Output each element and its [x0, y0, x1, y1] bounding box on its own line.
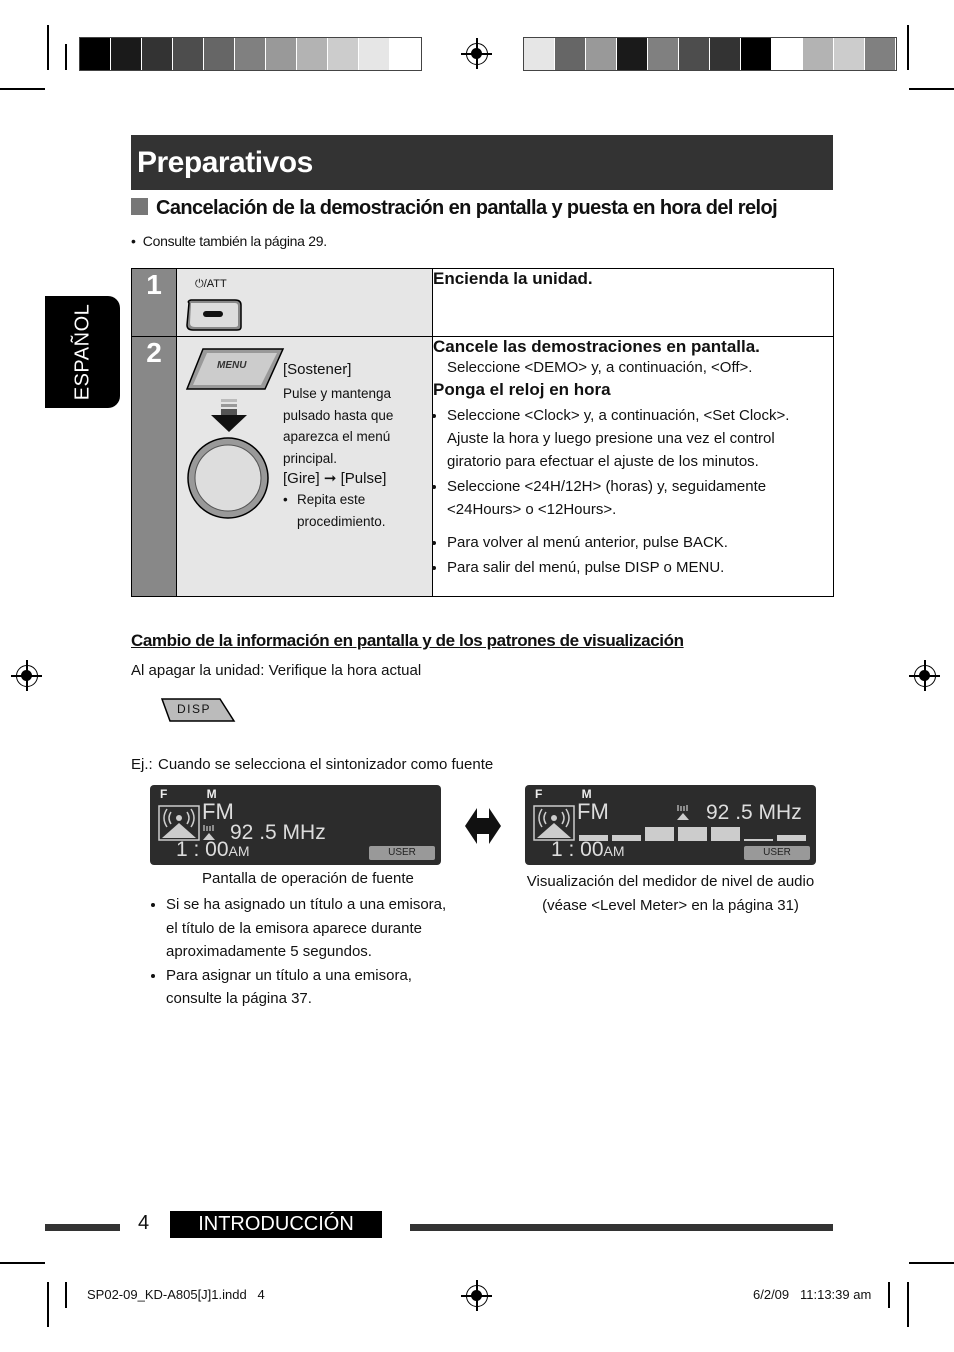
arrow-right-icon: ➞: [323, 470, 337, 487]
repeat-note: • Repita este procedimiento.: [283, 492, 386, 529]
crop-mark: [47, 25, 49, 70]
example-prefix: Ej.:: [131, 756, 153, 773]
list-item: • Para asignar un título a una emisora, consulte la página 37.: [166, 964, 452, 1011]
display-heading: Cambio de la información en pantalla y de los patrones de visualización: [131, 631, 684, 650]
registration-mark-icon: [466, 1285, 488, 1307]
power-att-label: ⏻/ATT: [195, 278, 227, 290]
page-number: 4: [138, 1212, 150, 1234]
list-item: • Seleccione <Clock> y, a continuación, <Set Clock>. Ajuste la hora y luego presione una vez el control giratorio para efectuar el ajuste de los minutos.: [447, 404, 833, 473]
step-1-illustration: [177, 269, 433, 337]
crop-mark: [888, 1282, 890, 1308]
clock-heading: Ponga el reloj en hora: [433, 380, 611, 399]
language-tab: ESPAÑOL: [45, 296, 120, 408]
control-dial-icon: [185, 435, 271, 521]
step-1-text: [433, 269, 834, 337]
lcd-source-display: [150, 785, 441, 865]
fm-flags: F M: [535, 787, 610, 801]
page-title: Preparativos: [137, 146, 313, 179]
step-number: 1: [132, 269, 177, 337]
step-2-text: [433, 337, 834, 597]
disp-label: DISP: [177, 702, 212, 716]
section-heading: Cancelación de la demostración en pantalla y puesta en hora del reloj: [131, 197, 777, 220]
hold-label: [Sostener]: [283, 361, 352, 378]
file-date: 6/2/09 11:13:39 am: [753, 1287, 872, 1302]
demo-heading: Cancele las demostraciones en pantalla.: [433, 337, 760, 356]
menu-label: MENU: [217, 360, 247, 371]
crop-mark: [907, 25, 909, 70]
fm-flags: F M: [160, 787, 235, 801]
steps-table: [131, 268, 834, 597]
crop-mark: [0, 1262, 45, 1264]
color-bar-right: [523, 37, 897, 71]
frequency: 92 .5 MHz: [706, 801, 802, 824]
example-text: Cuando se selecciona el sintonizador como fuente: [158, 756, 494, 773]
left-caption: Pantalla de operación de fuente: [202, 870, 414, 887]
file-name: SP02-09_KD-A805[J]1.indd 4: [87, 1287, 265, 1302]
registration-mark-icon: [914, 665, 936, 687]
clock-display: 1 : 00AM: [176, 838, 250, 861]
left-notes: [152, 893, 452, 1011]
crop-mark: [909, 1262, 954, 1264]
right-caption: Visualización del medidor de nivel de audio (véase <Level Meter> en la página 31): [526, 873, 815, 914]
step-2-illustration: [177, 337, 433, 597]
double-arrow-icon: [465, 806, 501, 846]
list-item: • Para salir del menú, pulse DISP o MENU.: [447, 556, 833, 579]
arrow-down-icon: [211, 399, 247, 433]
crop-mark: [65, 44, 67, 70]
clock-display: 1 : 00AM: [551, 838, 625, 861]
hold-description: Pulse y mantenga pulsado hasta que aparezca el menú principal.: [283, 386, 394, 466]
square-bullet-icon: [131, 198, 148, 215]
step-number: 2: [132, 337, 177, 597]
registration-mark-icon: [466, 43, 488, 65]
band-label: FM: [577, 799, 609, 824]
registration-mark-icon: [16, 665, 38, 687]
user-badge: USER: [744, 846, 810, 860]
step-1-heading: Encienda la unidad.: [433, 269, 593, 288]
list-item: • Seleccione <24H/12H> (horas) y, seguidamente <24Hours> o <12Hours>.: [447, 475, 833, 521]
power-button-icon: [183, 297, 243, 333]
footer-rule: [410, 1224, 833, 1231]
list-item: • Para volver al menú anterior, pulse BACK.: [447, 531, 833, 554]
user-badge: USER: [369, 846, 435, 860]
crop-mark: [0, 88, 45, 90]
crop-mark: [47, 1282, 49, 1327]
off-note: Al apagar la unidad: Verifique la hora actual: [131, 662, 422, 679]
list-item: • Si se ha asignado un título a una emisora, el título de la emisora aparece durante aproximadamente 5 segundos.: [166, 893, 452, 964]
see-also-note: • Consulte también la página 29.: [131, 233, 327, 249]
footer-section-label: INTRODUCCIÓN: [170, 1211, 382, 1238]
title-bar: [131, 135, 833, 190]
signal-icon: [676, 805, 690, 821]
crop-mark: [907, 1282, 909, 1327]
crop-mark: [65, 1282, 67, 1308]
antenna-icon: [533, 805, 575, 841]
antenna-icon: [158, 805, 200, 841]
demo-text: Seleccione <DEMO> y, a continuación, <Off>.: [447, 359, 753, 376]
crop-mark: [909, 88, 954, 90]
lcd-level-meter-display: [525, 785, 816, 865]
frequency: 92 .5 MHz: [230, 821, 326, 844]
footer-rule: [45, 1224, 120, 1231]
band-label: FM: [202, 799, 234, 824]
color-bar-left: [79, 37, 422, 71]
turn-press-instruction: [Gire] ➞ [Pulse]: [283, 470, 387, 487]
